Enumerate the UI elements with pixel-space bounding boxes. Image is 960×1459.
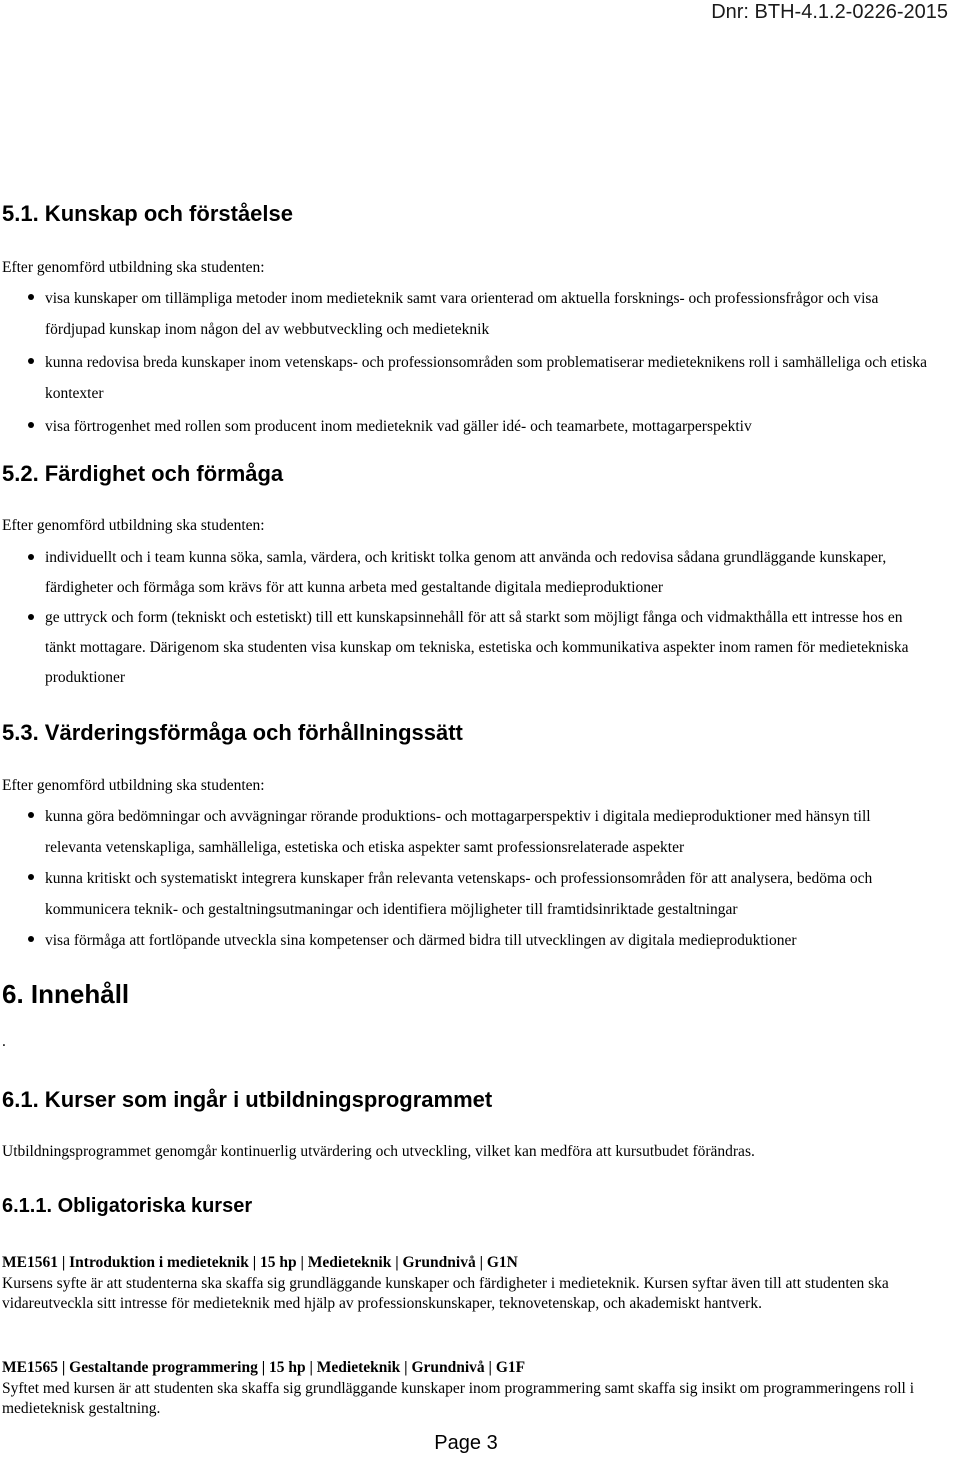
list-item-text: visa kunskaper om tillämpliga metoder inom medieteknik samt vara orienterad om aktuella forsknings- och professionsfrågor och visa fördjupad kunskap inom någon del av webbutveckling och medieteknik (45, 290, 879, 338)
bullet-icon (28, 422, 34, 428)
list-item (0, 603, 930, 693)
intro-5-3: Efter genomförd utbildning ska studenten: (2, 777, 265, 794)
bullet-icon (28, 294, 34, 300)
list-item (0, 801, 930, 863)
list-item-text: kunna kritiskt och systematiskt integrera kunskaper från relevanta vetenskaps- och professionsområden för att analysera, bedöma och kommunicera teknik- och gestaltningsutmaningar och identifiera möjligheter till framtidsinriktade gestaltningar (45, 870, 873, 918)
heading-6: 6. Innehåll (2, 979, 130, 1009)
course-block (2, 1252, 922, 1314)
intro-5-2: Efter genomförd utbildning ska studenten: (2, 517, 265, 534)
heading-5-1: 5.1. Kunskap och förståelse (2, 201, 293, 226)
bullet-icon (28, 614, 34, 620)
list-5-2 (0, 543, 930, 693)
list-item-text: individuellt och i team kunna söka, samla, värdera, och kritiskt tolka genom att använda och redovisa sådana grundläggande kunskaper, färdigheter och förmåga som krävs för att kunna arbeta med gestaltande digitala medieproduktioner (45, 549, 887, 596)
heading-5-2: 5.2. Färdighet och förmåga (2, 461, 284, 486)
bullet-icon (28, 874, 34, 880)
bullet-icon (28, 812, 34, 818)
list-5-1 (0, 283, 930, 442)
list-item-text: visa förtrogenhet med rollen som producent inom medieteknik vad gäller idé- och teamarbete, mottagarperspektiv (45, 418, 752, 435)
intro-5-1: Efter genomförd utbildning ska studenten: (2, 259, 265, 276)
stray-dot: . (2, 1033, 6, 1050)
page-number: Page 3 (434, 1432, 498, 1454)
course-description: Syftet med kursen är att studenten ska skaffa sig grundläggande kunskaper inom programmering samt skaffa sig insikt om programmeringens roll i medieteknisk gestaltning. (2, 1380, 915, 1417)
document-number: Dnr: BTH-4.1.2-0226-2015 (711, 1, 948, 23)
list-item (0, 411, 930, 442)
list-item-text: kunna redovisa breda kunskaper inom vetenskaps- och professionsområden som problematiserar medieteknikens roll i samhälleliga och etiska kontexter (45, 354, 927, 402)
heading-6-1-1: 6.1.1. Obligatoriska kurser (2, 1195, 253, 1217)
course-block (2, 1357, 922, 1419)
course-title: ME1561 | Introduktion i medieteknik | 15 hp | Medieteknik | Grundnivå | G1N (2, 1254, 518, 1271)
list-item (0, 283, 930, 345)
paragraph-6-1: Utbildningsprogrammet genomgår kontinuerlig utvärdering och utveckling, vilket kan medföra att kursutbudet förändras. (2, 1143, 755, 1160)
list-item-text: visa förmåga att fortlöpande utveckla sina kompetenser och därmed bidra till utvecklingen av digitala medieproduktioner (45, 932, 797, 949)
heading-6-1: 6.1. Kurser som ingår i utbildningsprogrammet (2, 1087, 493, 1112)
bullet-icon (28, 554, 34, 560)
list-item (0, 925, 930, 956)
course-title: ME1565 | Gestaltande programmering | 15 hp | Medieteknik | Grundnivå | G1F (2, 1359, 526, 1376)
list-item (0, 863, 930, 925)
list-item (0, 543, 930, 603)
bullet-icon (28, 936, 34, 942)
list-item-text: kunna göra bedömningar och avvägningar rörande produktions- och mottagarperspektiv i digitala medieproduktioner med hänsyn till relevanta vetenskapliga, samhälleliga, estetiska och etiska aspekter samt professionsrelaterade aspekter (45, 808, 871, 856)
course-description: Kursens syfte är att studenterna ska skaffa sig grundläggande kunskaper och färdigheter i medieteknik. Kursen syftar även till att studenten ska vidareutveckla sitt intresse för medieteknik med hjälp av professionskunskaper, teknovetenskap, och akademiskt hantverk. (2, 1275, 889, 1312)
list-item (0, 347, 930, 409)
bullet-icon (28, 358, 34, 364)
list-item-text: ge uttryck och form (tekniskt och estetiskt) till ett kunskapsinnehåll för att så starkt som möjligt fånga och vidmakthålla ett intresse hos en tänkt mottagare. Därigenom ska studenten visa kunskap om tekniska, estetiska och kommunikativa aspekter inom ramen för medietekniska produktioner (45, 609, 909, 686)
list-5-3 (0, 801, 930, 956)
heading-5-3: 5.3. Värderingsförmåga och förhållningssätt (2, 720, 463, 745)
